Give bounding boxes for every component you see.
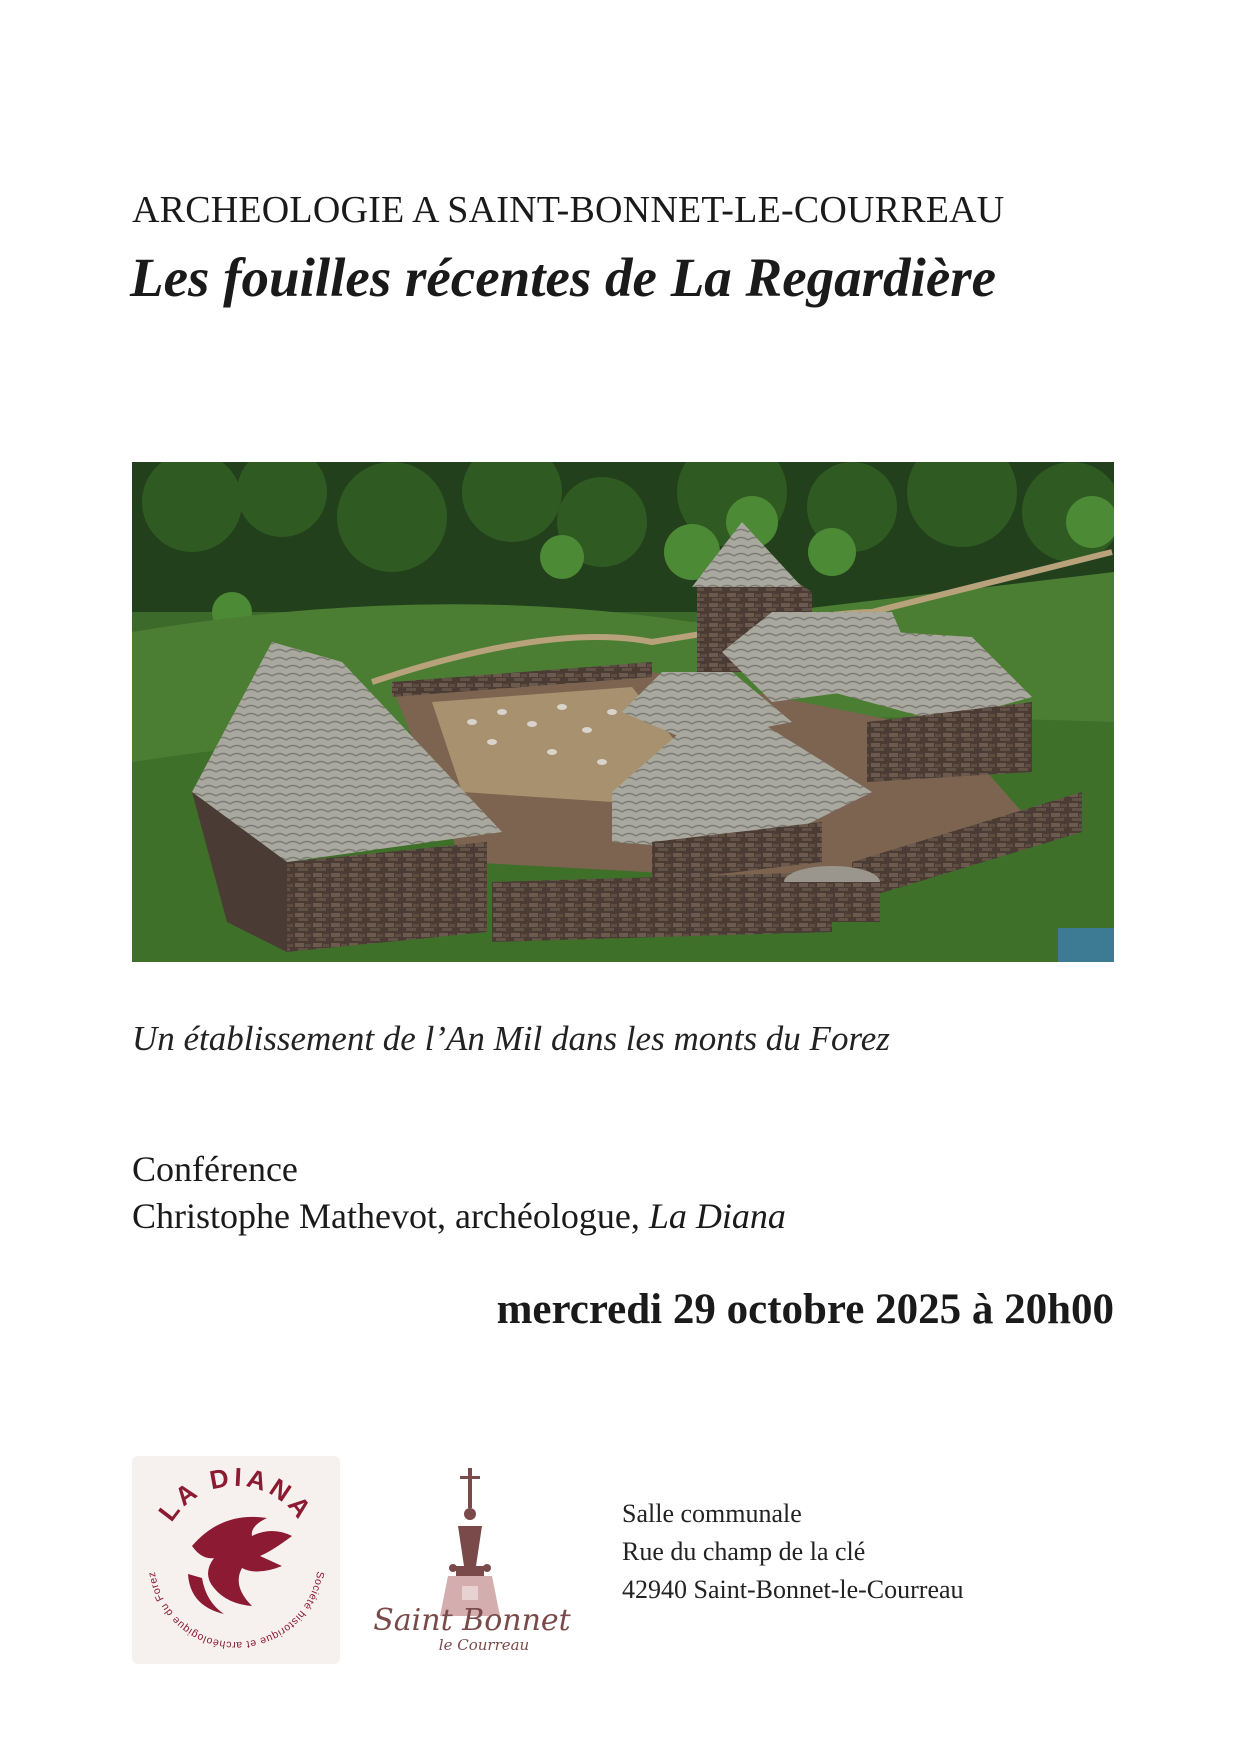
commune-subname: le Courreau: [438, 1636, 530, 1654]
venue-name: Salle communale: [622, 1499, 802, 1528]
venue-address: [622, 1495, 964, 1609]
speaker-organization: La Diana: [648, 1196, 786, 1236]
venue-city: 42940 Saint-Bonnet-le-Courreau: [622, 1575, 964, 1604]
event-type: Conférence: [132, 1149, 298, 1189]
speaker-name: Christophe Mathevot, archéologue,: [132, 1196, 649, 1236]
diana-tagline: Société historique et archéologique du Forez: [145, 1570, 327, 1652]
commune-name: Saint Bonnet: [373, 1603, 571, 1638]
venue-street: Rue du champ de la clé: [622, 1537, 866, 1566]
saint-bonnet-logo: [372, 1466, 572, 1666]
event-date: mercredi 29 octobre 2025 à 20h00: [496, 1286, 1114, 1333]
poster-subtitle: Un établissement de l’An Mil dans les monts du Forez: [132, 1019, 890, 1058]
poster-heading: ARCHEOLOGIE A SAINT-BONNET-LE-COURREAU: [132, 189, 1005, 231]
diana-name: LA DIANA: [152, 1461, 320, 1527]
svg-text:LA DIANA: [152, 1462, 320, 1527]
griffin-emblem: [188, 1517, 292, 1614]
speaker-line: [132, 1195, 786, 1237]
poster-title: Les fouilles récentes de La Regardière: [130, 247, 997, 308]
la-diana-logo: [132, 1456, 340, 1664]
reconstruction-image: [132, 462, 1114, 962]
bell-tower-icon: [449, 1468, 491, 1576]
